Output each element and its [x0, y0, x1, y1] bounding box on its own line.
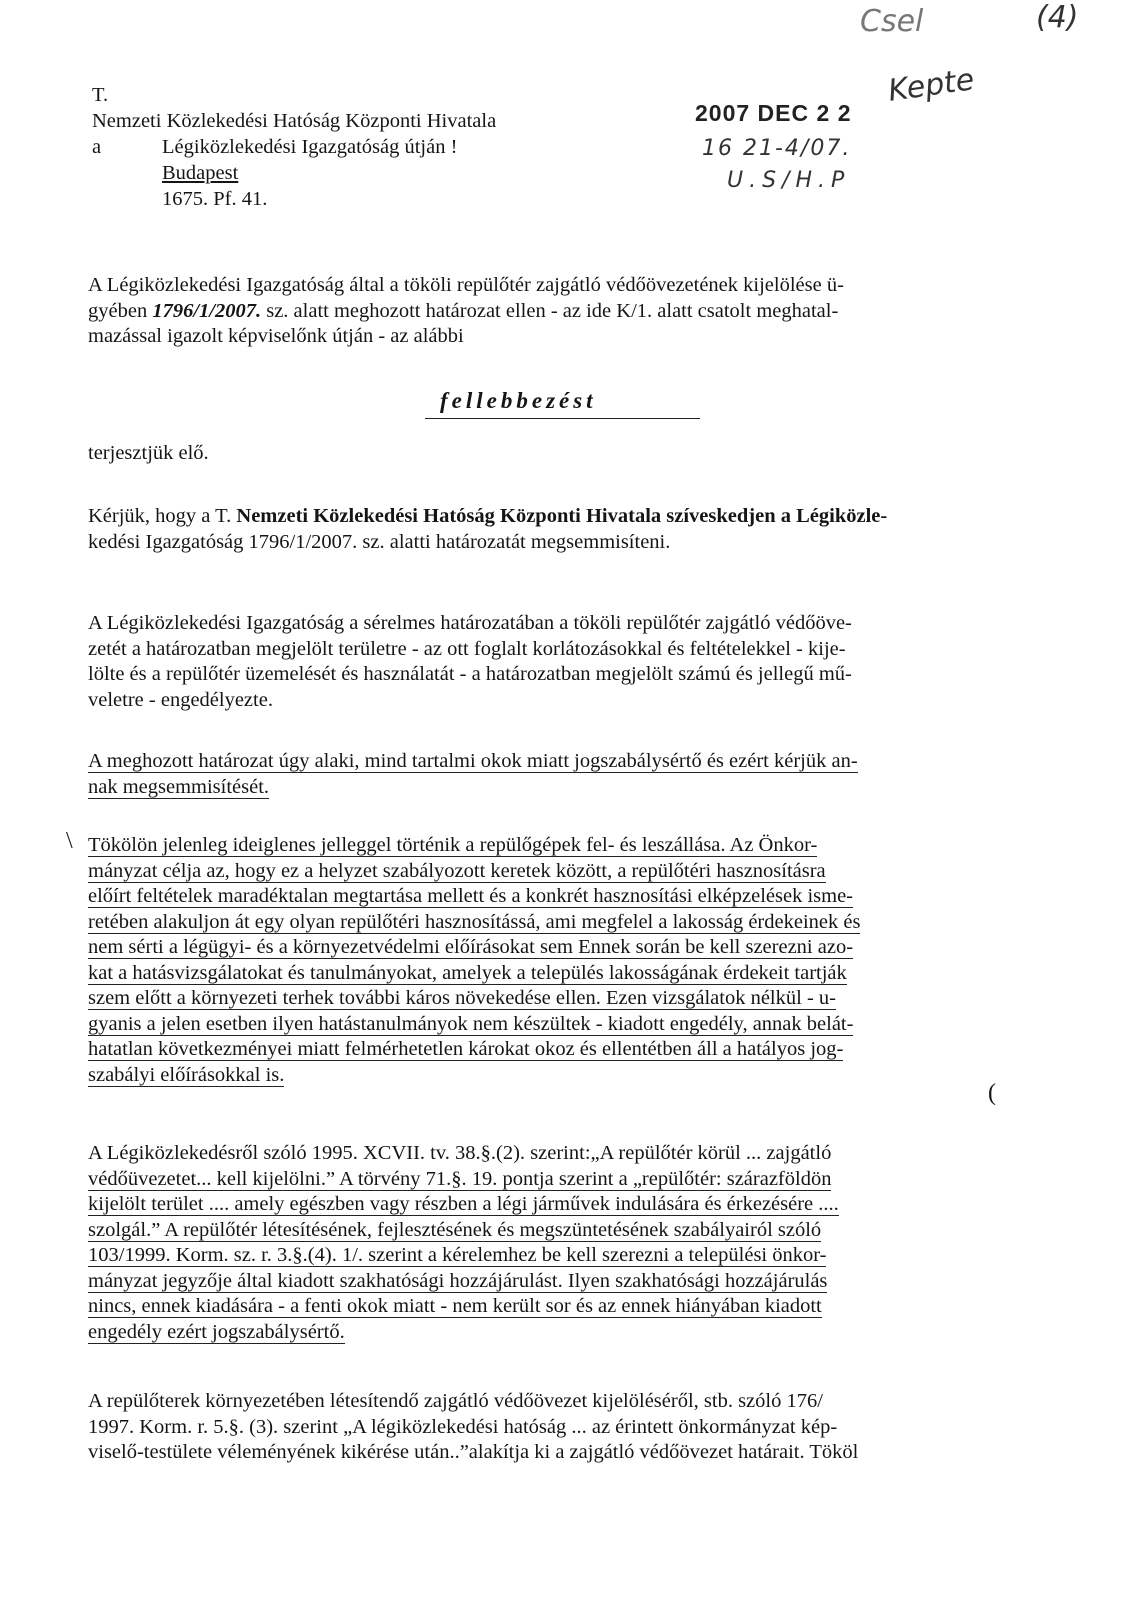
text-line — [88, 299, 1018, 325]
underlined-text: engedély ezért jogszabálysértő. — [88, 1320, 345, 1343]
text-line — [88, 859, 1018, 885]
case-reference: 1796/1/2007. — [152, 299, 262, 322]
underlined-text: 103/1999. Korm. sz. r. 3.§.(4). 1/. szerint a kérelemhez be kell szerezni a települési önkor- — [88, 1244, 827, 1266]
underlined-text: Tökölön jelenleg ideiglenes jelleggel történik a repülőgépek fel- és leszállása. Az Önkor- — [88, 834, 818, 856]
underlined-text: A meghozott határozat úgy alaki, mind tartalmi okok miatt jogszabálysértő és ezért kérjük an- — [88, 750, 858, 772]
via-text: Légiközlekedési Igazgatóság útján ! — [162, 136, 458, 158]
text-line — [88, 935, 1018, 961]
text-line — [88, 1269, 1018, 1295]
text-line: lölte és a repülőtér üzemelését és használatát - a határozatban megjelölt számú és jellegű mű- — [88, 663, 852, 685]
text-fragment: Kérjük, hogy a T. — [88, 505, 237, 527]
intro-paragraph — [88, 273, 1018, 350]
text-line: kedési Igazgatóság 1796/1/2007. sz. alatti határozatát megsemmisíteni. — [88, 530, 671, 553]
underlined-text: retében alakuljon át egy olyan repülőtéri hasznosítássá, ami megfelel a lakosság érdekeinek és — [88, 910, 861, 933]
underlined-text: szem előtt a környezeti terhek további káros növekedése ellen. Ezen vizsgálatok nélkül - u- — [88, 987, 836, 1009]
handwritten-file-number: 16 21-4/07. — [702, 136, 852, 161]
underlined-text: kijelölt terület .... amely egészben vagy részben a légi járművek indulására és érkezésére .... — [88, 1193, 839, 1215]
recipient-address — [92, 82, 496, 212]
paragraph-background — [88, 833, 1018, 1088]
paragraph-grounds — [88, 749, 1018, 800]
received-date-stamp: 2007 DEC 2 2 — [695, 100, 852, 126]
text-line — [88, 1037, 1018, 1063]
text-line — [88, 1320, 1018, 1346]
underlined-text: nincs, ennek kiadására - a fenti okok miatt - nem került sor és az ennek hiányában kiadott — [88, 1295, 822, 1317]
underlined-text: védőüvezetet... kell kijelölni.” A törvény 71.§. 19. pontja szerint a „repülőtér: szárazföldön — [88, 1167, 832, 1190]
paragraph-legal-basis — [88, 1141, 1018, 1345]
text-line: A repülőterek környezetében létesítendő zajgátló védőövezet kijelöléséről, stb. szóló 176/ — [88, 1390, 823, 1412]
via-line — [92, 134, 496, 160]
underlined-text: gyanis a jelen esetben ilyen hatástanulmányok nem készültek - kiadott engedély, annak belát- — [88, 1012, 854, 1035]
text-line — [88, 961, 1018, 987]
text-line: A Légiközlekedésről szóló 1995. XCVII. tv. 38.§.(2). szerint:„A repülőtér körül ... zajgátló — [88, 1142, 832, 1164]
text-line: veletre - engedélyezte. — [88, 688, 273, 711]
underlined-text: hatatlan következményei miatt felmérhetetlen károkat okoz és ellentétben áll a hatályos jog- — [88, 1038, 844, 1060]
title-underline — [425, 418, 700, 419]
text-line — [88, 504, 1018, 530]
margin-mark-left: \ — [66, 828, 73, 854]
handwritten-initials: U.S/H.P — [727, 168, 851, 193]
underlined-text: szolgál.” A repülőtér létesítésének, fejlesztésének és megszüntetésének szabályairól szóló — [88, 1218, 822, 1241]
handwritten-note: Kepte — [885, 62, 977, 109]
text-line: zetét a határozatban megjelölt területre - az ott foglalt korlátozásokkal és feltételekkel - kije- — [88, 637, 846, 660]
text-line: A Légiközlekedési Igazgatóság a sérelmes határozatában a tököli repülőtér zajgátló védőöve- — [88, 612, 852, 634]
document-title: fellebbezést — [440, 388, 597, 413]
handwritten-note-top: Csel — [860, 4, 924, 39]
underlined-text: előírt feltételek maradéktalan megtartása mellett és a konkrét hasznosítási elképzelések isme- — [88, 885, 854, 907]
underlined-text: mányzat jegyzője által kiadott szakhatósági hozzájárulást. Ilyen szakhatósági hozzájárulás — [88, 1269, 828, 1292]
underlined-text: nem sérti a légügyi- és a környezetvédelmi előírásokat sem Ennek során be kell szerezni azo- — [88, 936, 854, 958]
text-fragment: sz. alatt meghozott határozat ellen - az ide K/1. alatt csatolt meghatal- — [261, 299, 839, 322]
underlined-text: szabályi előírásokkal is. — [88, 1063, 285, 1086]
city: Budapest — [162, 162, 239, 184]
text-line — [88, 1063, 1018, 1089]
text-line — [88, 749, 1018, 775]
text-line: terjesztjük elő. — [88, 442, 209, 464]
text-line — [88, 1012, 1018, 1038]
underlined-text: kat a hatásvizsgálatokat és tanulmányokat, amelyek a település lakosságának érdekeit tartják — [88, 961, 847, 984]
margin-mark-right: ( — [988, 1080, 996, 1106]
text-line — [88, 1167, 1018, 1193]
submit-line — [88, 441, 1018, 467]
text-line — [88, 1243, 1018, 1269]
underlined-text: nak megsemmisítését. — [88, 775, 270, 798]
text-line: viselő-testülete véleményének kikérése után..”alakítja ki a zajgátló védőövezet határait. Tököl — [88, 1441, 859, 1463]
text-line — [88, 1192, 1018, 1218]
handwritten-circled-number: (4) — [1036, 0, 1079, 35]
via-article: a — [92, 136, 102, 158]
text-line — [88, 884, 1018, 910]
text-line: mazással igazolt képviselőnk útján - az alábbi — [88, 325, 464, 347]
paragraph-noise-zone-decree — [88, 1389, 1018, 1466]
postal-address: 1675. Pf. 41. — [162, 188, 268, 210]
text-line: A Légiközlekedési Igazgatóság által a tököli repülőtér zajgátló védőövezetének kijelölése ü- — [88, 274, 844, 296]
request-paragraph — [88, 504, 1018, 555]
authority-name: Nemzeti Közlekedési Hatóság Központi Hivatala — [92, 110, 497, 132]
text-fragment-bold: Nemzeti Közlekedési Hatóság Központi Hivatala szíveskedjen a Légiközle- — [236, 505, 888, 527]
salutation: T. — [92, 84, 109, 106]
underlined-text: mányzat célja az, hogy ez a helyzet szabályozott keretek között, a repülőtéri hasznosításra — [88, 859, 826, 882]
text-line — [88, 775, 1018, 801]
paragraph-appealed-decision — [88, 611, 1018, 713]
text-fragment: gyében — [88, 299, 153, 322]
text-line — [88, 833, 1018, 859]
text-line — [88, 1218, 1018, 1244]
text-line — [88, 986, 1018, 1012]
text-line — [88, 1294, 1018, 1320]
text-line: 1997. Korm. r. 5.§. (3). szerint „A légiközlekedési hatóság ... az érintett önkormányzat kép- — [88, 1415, 838, 1438]
text-line — [88, 910, 1018, 936]
